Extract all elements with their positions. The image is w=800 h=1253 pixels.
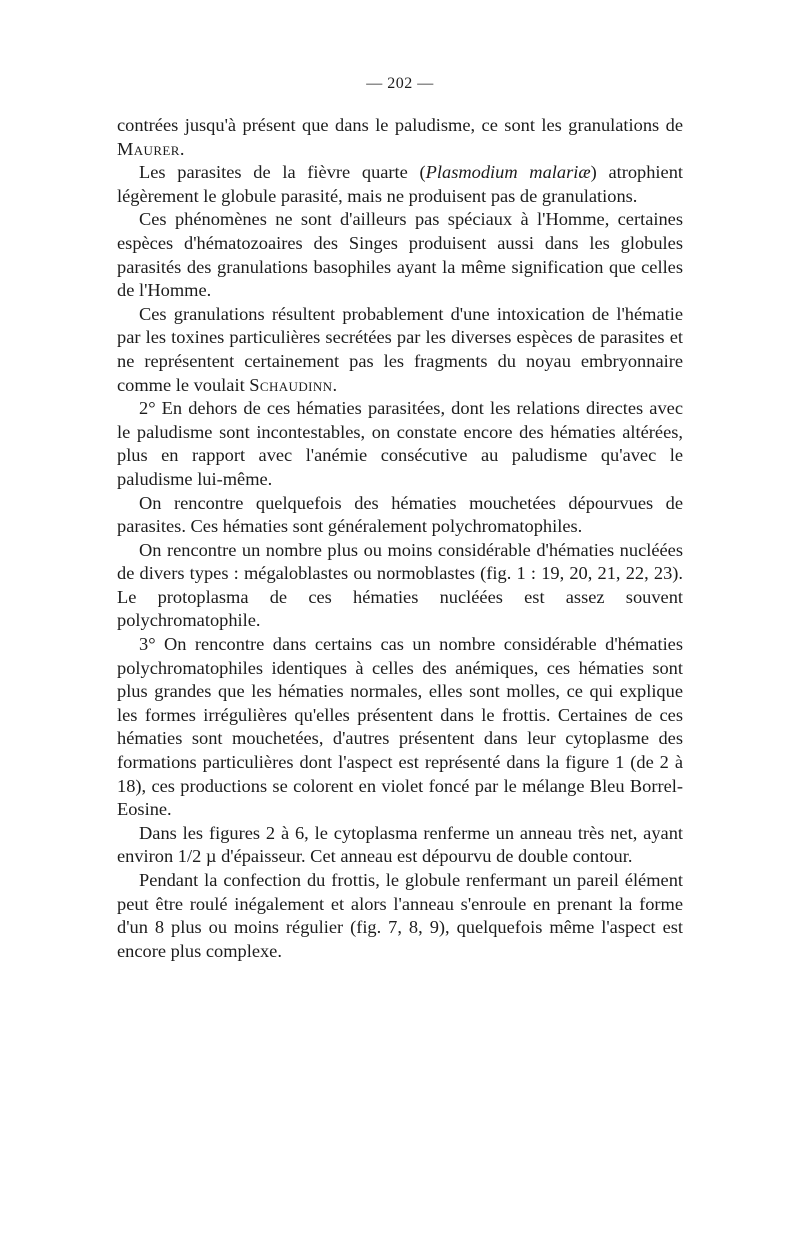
text-run: Pendant la confection du frottis, le globule renfermant un pareil élément peut être roulé inégalement et alors l'anneau s'enroule en prenant la forme d'un 8 plus ou moins régulier (fig. 7, 8, 9), quelquefois même l'aspect est encore plus complexe. [117,870,683,961]
paragraph [117,397,683,491]
paragraph [117,114,683,161]
paragraph [117,869,683,963]
paragraph [117,161,683,208]
paragraph [117,539,683,633]
author-name: Schaudinn [249,374,333,395]
text-run: 2° En dehors de ces hématies parasitées, dont les relations directes avec le paludisme sont incontestables, on constate encore des hématies altérées, plus en rapport avec l'anémie consécutive au paludisme qu'avec le paludisme lui-même. [117,398,683,489]
text-run: On rencontre un nombre plus ou moins considérable d'hématies nucléées de divers types : mégaloblastes ou normoblastes (fig. 1 : 19, 20, 21, 22, 23). Le protoplasma de ces hématies nucléées est assez souvent polychromatophile. [117,539,683,631]
paragraph [117,208,683,302]
text-run: Les parasites de la fièvre quarte ( [139,162,426,183]
text-run: . [179,138,185,159]
text-run: Ces granulations résultent probablement d'une intoxication de l'hématie par les toxines particulières secrétées par les diverses espèces de parasites et ne représentent certainement pas les fragments du noyau embryonnaire comme le voulait [117,303,683,395]
text-run: . [332,374,338,395]
text-body [117,114,683,963]
page-number: — 202 — [366,75,434,92]
text-run: On rencontre quelquefois des hématies mouchetées dépourvues de parasites. Ces hématies sont généralement polychromatophiles. [117,492,683,537]
italic-text: Plasmodium malariæ [425,162,591,183]
text-run: 3° On rencontre dans certains cas un nombre considérable d'hématies polychromatophiles identiques à celles des anémiques, ces hématies sont plus grandes que les hématies normales, elles sont molles, ce qui explique les formes irrégulières qu'elles présentent dans le frottis. Certaines de ces hématies sont mouchetées, d'autres présentent dans leur cytoplasme des formations particulières dont l'aspect est représenté dans la figure 1 (de 2 à 18), ces productions se colorent en violet foncé par le mélange Bleu Borrel-Eosine. [117,634,683,820]
text-run: contrées jusqu'à présent que dans le paludisme, ce sont les granulations de [117,115,683,135]
paragraph [117,492,683,539]
text-run: Ces phénomènes ne sont d'ailleurs pas spéciaux à l'Homme, certaines espèces d'hématozoaires des Singes produisent aussi dans les globules parasités des granulations basophiles ayant la même signification que celles de l'Homme. [117,209,683,301]
text-run: ) atrophient légèrement le globule parasité, mais ne produisent pas de granulations. [117,162,684,206]
paragraph [117,303,683,397]
author-name: Maurer [117,138,180,159]
paragraph [117,822,683,869]
page [117,74,683,963]
paragraph [117,633,683,822]
text-run: Dans les figures 2 à 6, le cytoplasma renferme un anneau très net, ayant environ 1/2 µ d'épaisseur. Cet anneau est dépourvu de double contour. [117,822,683,867]
